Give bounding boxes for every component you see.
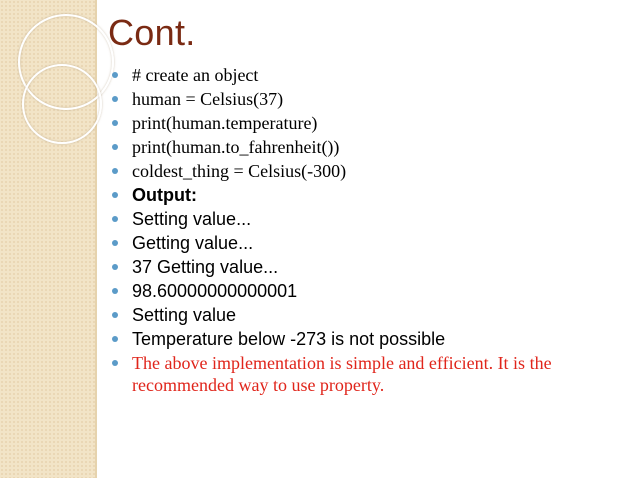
bullet-text: Temperature below -273 is not possible [132, 329, 446, 349]
bullet-item [108, 327, 608, 351]
decorative-ring-bottom [22, 64, 102, 144]
bullet-text: # create an object [132, 65, 259, 85]
bullet-icon [112, 264, 118, 270]
bullet-text: print(human.temperature) [132, 113, 318, 133]
bullet-item [108, 255, 608, 279]
bullet-text: coldest_thing = Celsius(-300) [132, 161, 347, 181]
bullet-item [108, 207, 608, 231]
bullet-text: Getting value... [132, 233, 254, 253]
bullet-text: 98.60000000000001 [132, 281, 298, 301]
bullet-icon [112, 216, 118, 222]
bullet-icon [112, 336, 118, 342]
slide-title: Cont. [108, 12, 196, 53]
bullet-item [108, 111, 608, 135]
bullet-text: print(human.to_fahrenheit()) [132, 137, 340, 157]
slide-bullet-list [108, 63, 608, 396]
bullet-text: 37 Getting value... [132, 257, 279, 277]
bullet-icon [112, 288, 118, 294]
bullet-icon [112, 192, 118, 198]
bullet-item-conclusion [108, 351, 608, 396]
bullet-icon [112, 360, 118, 366]
bullet-icon [112, 168, 118, 174]
bullet-item [108, 63, 608, 87]
bullet-item [108, 159, 608, 183]
bullet-item-output-heading [108, 183, 608, 207]
bullet-icon [112, 144, 118, 150]
bullet-text: Setting value... [132, 209, 252, 229]
bullet-item [108, 87, 608, 111]
bullet-icon [112, 96, 118, 102]
bullet-item [108, 231, 608, 255]
bullet-item [108, 135, 608, 159]
bullet-icon [112, 312, 118, 318]
bullet-text: The above implementation is simple and efficient. It is the recommended way to use property. [132, 353, 552, 395]
bullet-item [108, 303, 608, 327]
bullet-icon [112, 72, 118, 78]
bullet-item [108, 279, 608, 303]
bullet-text: Setting value [132, 305, 237, 325]
bullet-icon [112, 120, 118, 126]
bullet-icon [112, 240, 118, 246]
bullet-text: Output: [132, 185, 197, 205]
bullet-text: human = Celsius(37) [132, 89, 284, 109]
